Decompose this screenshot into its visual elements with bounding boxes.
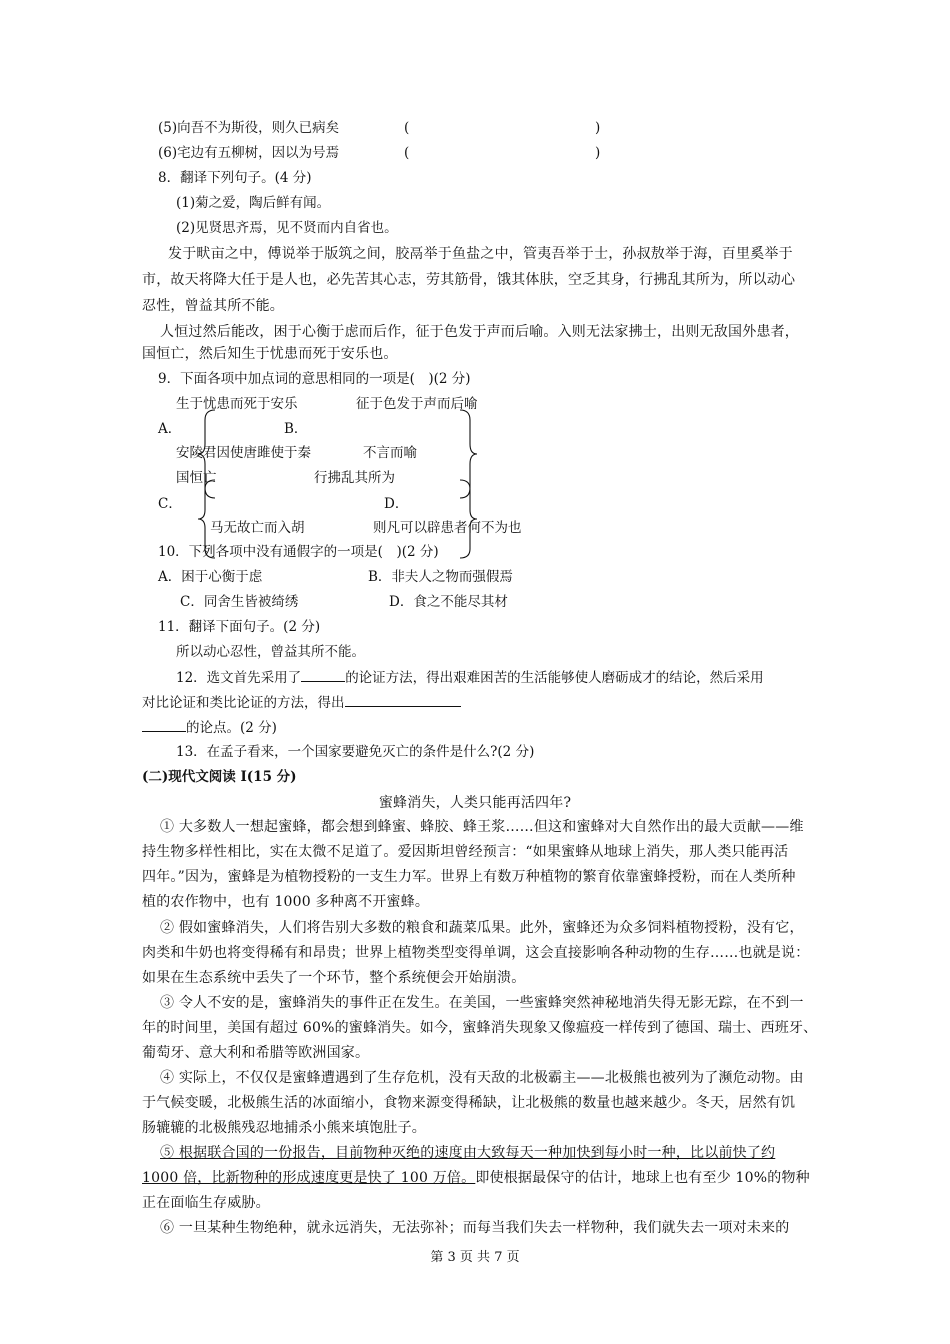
q9-option-c-label: C． bbox=[158, 496, 182, 512]
brace-option-d-icon bbox=[456, 478, 480, 560]
q7-item6: (6)宅边有五柳树，因以为号焉 bbox=[158, 145, 340, 161]
article-p6-line1: ⑥ 一旦某种生物绝种，就永远消失，无法弥补；而每当我们失去一样物种，我们就失去一项对未来的 bbox=[160, 1220, 790, 1236]
q9-option-d-line1: 行拂乱其所为 bbox=[314, 470, 395, 486]
q7-item5: (5)向吾不为斯役，则久已病矣 bbox=[158, 120, 340, 136]
q7-item6-paren-close: ) bbox=[595, 145, 601, 161]
q9-option-a-line2: 安陵君因使唐雎使于秦 bbox=[176, 445, 311, 461]
article-p4-line3: 肠辘辘的北极熊残忍地捕杀小熊来填饱肚子。 bbox=[142, 1120, 426, 1136]
article-p1-line1: ① 大多数人一想起蜜蜂，都会想到蜂蜜、蜂胶、蜂王浆……但这和蜜蜂对大自然作出的最大贡献——维 bbox=[160, 819, 804, 835]
article-p1-line4: 植的农作物中，也有 1000 多种离不开蜜蜂。 bbox=[142, 894, 430, 910]
article-p3-line2: 年的时间里，美国有超过 60%的蜜蜂消失。如今，蜜蜂消失现象又像瘟疫一样传到了德国、瑞士、西班牙、 bbox=[142, 1020, 818, 1036]
q12-line3-text: 的论点。(2 分) bbox=[186, 720, 277, 736]
q12-line3 bbox=[142, 717, 277, 738]
q9-option-d-line2: 则凡可以辟患者何不为也 bbox=[373, 520, 522, 536]
q12-line1-end: 的论证方法，得出艰难困苦的生活能够使人磨砺成才的结论，然后采用 bbox=[345, 670, 764, 686]
article-p1-line3: 四年。”因为，蜜蜂是为植物授粉的一支生力军。世界上有数万种植物的繁育依靠蜜蜂授粉，而在人类所种 bbox=[142, 869, 796, 885]
article-p3-line1: ③ 令人不安的是，蜜蜂消失的事件正在发生。在美国，一些蜜蜂突然神秘地消失得无影无踪，在不到一 bbox=[160, 995, 804, 1011]
q7-item5-paren-open: ( bbox=[404, 120, 410, 136]
q8-sentence-2: (2)见贤思齐焉，见不贤而内自省也。 bbox=[176, 220, 398, 236]
q9-option-b-label: B． bbox=[284, 421, 308, 437]
passage-p1-line3: 忍性，曾益其所不能。 bbox=[142, 298, 284, 314]
article-p5-line2 bbox=[142, 1168, 810, 1188]
article-p4-line2: 于气候变暖，北极熊生活的冰面缩小，食物来源变得稀缺，让北极熊的数量也越来越少。冬天，居然有饥 bbox=[142, 1095, 796, 1111]
q9-option-b-line1: 征于色发于声而后喻 bbox=[356, 396, 478, 412]
passage-p2-line1: 人恒过然后能改，困于心衡于虑而后作，征于色发于声而后喻。入则无法家拂士，出则无敌国外患者， bbox=[160, 324, 799, 340]
q12-line2 bbox=[142, 692, 461, 713]
article-p5-line1: ⑤ 根据联合国的一份报告，目前物种灭绝的速度由大致每天一种加快到每小时一种，比以前快了约 bbox=[160, 1145, 776, 1161]
article-p2-line3: 如果在生态系统中丢失了一个环节，整个系统便会开始崩溃。 bbox=[142, 970, 526, 986]
q9-option-c-line2: 马无故亡而入胡 bbox=[210, 520, 305, 536]
article-p4-line1: ④ 实际上，不仅仅是蜜蜂遭遇到了生存危机，没有天敌的北极霸主——北极熊也被列为了濒危动物。由 bbox=[160, 1070, 804, 1086]
q7-item6-paren-open: ( bbox=[404, 145, 410, 161]
section2-heading: (二)现代文阅读 I(15 分) bbox=[142, 769, 297, 785]
q11-title: 11．翻译下面句子。(2 分) bbox=[158, 619, 321, 635]
q7-item5-paren-close: ) bbox=[595, 120, 601, 136]
q9-option-a-line1: 生于忧患而死于安乐 bbox=[176, 396, 298, 412]
q13-title: 13．在孟子看来，一个国家要避免灭亡的条件是什么?(2 分) bbox=[176, 744, 535, 760]
q9-option-b-line2: 不言而喻 bbox=[363, 445, 417, 461]
q10-option-d: D．食之不能尽其材 bbox=[389, 594, 508, 610]
q10-title: 10．下列各项中没有通假字的一项是( )(2 分) bbox=[158, 544, 439, 560]
q9-title: 9．下面各项中加点词的意思相同的一项是( )(2 分) bbox=[158, 371, 471, 387]
q8-sentence-1: (1)菊之爱，陶后鲜有闻。 bbox=[176, 195, 331, 211]
q12-line1 bbox=[176, 667, 764, 688]
article-p5-line3: 正在面临生存威胁。 bbox=[142, 1195, 270, 1211]
article-p5-line2-underlined: 1000 倍，比新物种的形成速度更是快了 100 万倍。 bbox=[142, 1170, 476, 1186]
q12-line1-start: 12．选文首先采用了 bbox=[176, 670, 302, 686]
q10-option-c: C．同舍生皆被绮绣 bbox=[180, 594, 299, 610]
q9-option-d-label: D． bbox=[384, 496, 409, 512]
q10-option-b: B．非夫人之物而强假焉 bbox=[368, 569, 513, 585]
passage-p1-line1: 发于畎亩之中，傅说举于版筑之间，胶鬲举于鱼盐之中，管夷吾举于士，孙叔敖举于海，百里奚举于 bbox=[168, 246, 793, 262]
page-number: 第 3 页 共 7 页 bbox=[430, 1250, 520, 1265]
article-p3-line3: 葡萄牙、意大利和希腊等欧洲国家。 bbox=[142, 1045, 370, 1061]
q8-title: 8．翻译下列句子。(4 分) bbox=[158, 170, 312, 186]
q12-line2-text: 对比论证和类比论证的方法，得出 bbox=[142, 695, 345, 711]
q12-blank-3[interactable] bbox=[142, 717, 186, 732]
article-p5-line2-rest: 即使根据最保守的估计，地球上也有至少 10%的物种 bbox=[475, 1170, 810, 1186]
q12-blank-2[interactable] bbox=[345, 692, 461, 707]
article-p1-line2: 持生物多样性相比，实在太微不足道了。爱因斯坦曾经预言：“如果蜜蜂从地球上消失，那人类只能再活 bbox=[142, 844, 789, 860]
q12-blank-1[interactable] bbox=[301, 667, 345, 682]
q9-option-c-line1: 国恒亡 bbox=[176, 470, 217, 486]
q9-option-a-label: A． bbox=[158, 421, 182, 437]
q11-sentence: 所以动心忍性，曾益其所不能。 bbox=[176, 644, 365, 660]
passage-p2-line2: 国恒亡，然后知生于忧患而死于安乐也。 bbox=[142, 346, 398, 362]
article-p2-line1: ② 假如蜜蜂消失，人们将告别大多数的粮食和蔬菜瓜果。此外，蜜蜂还为众多饲料植物授粉，没有它， bbox=[160, 920, 804, 936]
q10-option-a: A．困于心衡于虑 bbox=[158, 569, 263, 585]
passage-p1-line2: 市，故天将降大任于是人也，必先苦其心志，劳其筋骨，饿其体肤，空乏其身，行拂乱其所为，所以动心 bbox=[142, 272, 796, 288]
article-p2-line2: 肉类和牛奶也将变得稀有和昂贵；世界上植物类型变得单调，这会直接影响各种动物的生存……也就是说： bbox=[142, 945, 810, 961]
article-title: 蜜蜂消失，人类只能再活四年? bbox=[378, 795, 572, 811]
